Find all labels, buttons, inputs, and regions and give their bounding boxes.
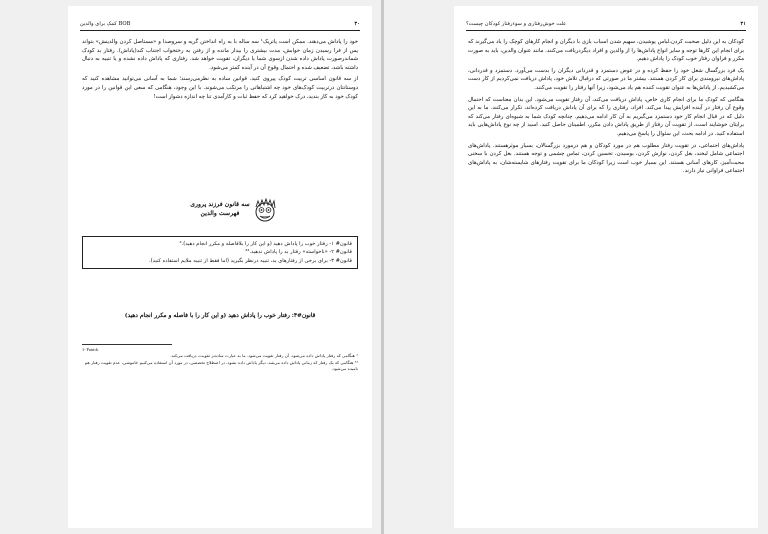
left-page bbox=[68, 6, 372, 528]
paragraph: خود را پاداش می‌دهند. ممکن است پاتریک¹ سه ساله با به راه انداختن گریه و سروصدا و «مستاصل کردن والدینش» بتواند پس از فرا رسیدن زمان خوابش، مدت بیشتری را بیدار مانده و از رفتن به رختخواب اجتناب کند(پاداش). رفتار بد کودک شماندرصورت پاداش داده شدن ازسوی شما یا دیگران، تقویت خواهد شد. رفتاری که پاداش داده نشده و یا تنبیه به دنبال داشته باشد، تضعیف شده و احتمال وقوع آن در آینده کمتر می‌شود. bbox=[82, 39, 358, 71]
paragraph: کودکان به این دلیل صحبت کردن،لباس پوشیدن، سهیم شدن اسباب بازی با دیگران و انجام کارهای کوچک را یاد می‌گیرند که برای انجام این کارها توجه و سایر انواع پاداش‌ها را از والدین و افراد دیگردریافت می‌کنند. مانند عنوان والدین، باید به صورت مکرر و فراوان رفتار خوب کودک را پاداش دهیم. bbox=[468, 39, 744, 63]
rule-item: قانون# ۱- رفتار خوب را پاداش دهید (و این کار را بلافاصله و مکرر انجام دهید).² bbox=[179, 241, 352, 247]
law-four: قانون#۴: رفتار خوب را پاداش دهید (و این کار را با فاصله و مکرر انجام دهید) bbox=[124, 313, 316, 319]
heading-line: فهرست والدین bbox=[200, 210, 240, 217]
footnote: 1- Patrick bbox=[82, 347, 99, 352]
paragraph: هنگامی که کودک ما برای انجام کاری خاص، پاداش دریافت می‌کند، آن رفتار تقویت می‌شود. این بدان معناست که احتمال وقوع آن رفتار در آینده افزایش پیدا می‌کند. افراد، رفتاری را که برای آن پاداش دریافت کرده‌اند، تکرار می‌کنند. ما به این دلیل که در قبال انجام کار خود دستمزد می‌گیریم به آن کار ادامه می‌دهیم. چنانچه کودک شما به شیوه‌ای رفتار می‌کند که برایتان خوشایند است، از تقویت آن رفتار از طریق پاداش دادن مکرر، اطمینان حاصل کنید. اسید از چه نوع پاداش‌هایی باید استفاده کنید. در ادامه بحث، این سئوال را پاسخ می‌دهیم. bbox=[468, 96, 744, 137]
page-number: ۳۱ bbox=[740, 21, 746, 27]
paragraph: یک فرد بزرگسال شغل خود را حفظ کرده و در عوض دستمزد و قدردانی دیگران را بدست می‌آورد. دستمزد و قدردانی، پاداش‌های نیرومندی برای کار کردن هستند. بیشتر ما در صورتی که درقبال تلاش خود، پاداش دریافت نمی‌کردیم از کار دست می‌کشیدیم. از پاداش‌ها به عنوان تقویت کننده هم یاد می‌شود، زیرا آنها رفتار را تقویت می‌کنند. bbox=[468, 67, 744, 91]
footnote-rule bbox=[82, 344, 172, 345]
page-body bbox=[468, 38, 744, 179]
running-title: علت خوش‌رفتاری و سوءرفتار کودکان چیست؟ bbox=[466, 21, 567, 27]
heading-line: سه قانون فرزند پروری bbox=[190, 201, 250, 208]
page-header bbox=[466, 20, 746, 31]
running-title: BOB کمک برای والدین bbox=[80, 21, 131, 27]
paragraph: از سه قانون اساسی تربیت کودک پیروی کنید. قوانین ساده به نظرمی‌رسند؛ شما به آسانی می‌توانید مشاهده کنید که دوستانتان درتربیت کودک‌های خود چه اشتباهاتی را مرتکب می‌شوند. با این وجود، هنگامی که سعی این قوانین را در مورد کودک خود به کار بندید، درک خواهید کرد که حفظ ثبات و کارآمدی تنا چه اندازه دشوار است! bbox=[82, 76, 358, 100]
page-number: ۳۰ bbox=[354, 21, 360, 27]
rule-item: قانون# ۳- برای برخی از رفتارهای بد، تنبیه درنظر بگیرید (اما فقط از تنبیه ملایم استفاده کنید). bbox=[148, 257, 352, 264]
paragraph: پاداش‌های اجتماعی، در تقویت رفتار مطلوب هم در مورد کودکان و هم درمورد بزرگسالان، بسیار موثرهستند. پاداش‌های اجتماعی شامل لبخند، بغل کردن، نوازش کردن، بوسیدن، تحسین کردن، تماس چشمی و توجه هستند. بغل کردن با سخنی محبت‌آمیز، کارهای آسانی هستند. این بسیار خوب است زیرا کودکان ما برای تقویت رفتارهای شایسته‌شان، به پاداش‌های اجتماعی فراوانی نیاز دارند. bbox=[468, 142, 744, 175]
footnote: ² هنگامی که رفتار پاداش داده می‌شود، آن رفتار تقویت می‌شود. ما به عبارت ساده‌تر تقویت، دریافت می‌کند. bbox=[170, 353, 358, 359]
footnotes bbox=[82, 347, 358, 373]
cartoon-face-icon bbox=[252, 198, 278, 224]
center-gutter bbox=[381, 0, 384, 534]
rule-item: قانون# ۲- «ناخواسته» رفتار بد را پاداش ندهید.³³ bbox=[245, 249, 352, 256]
page-body bbox=[82, 38, 358, 104]
page-header bbox=[80, 20, 360, 31]
rules-box bbox=[82, 236, 358, 269]
footnote: ³³ هنگامی که یک رفتار که زمانی پاداش داده می‌شد، دیگر پاداش داده نشود، در اصطلاح تخصصی، در مورد آن استفاده می‌کنیم خاموشی، عدم تقویت رفتار هم نامیده می‌شود. bbox=[84, 359, 358, 372]
right-page bbox=[454, 6, 758, 528]
section-heading bbox=[128, 200, 312, 218]
